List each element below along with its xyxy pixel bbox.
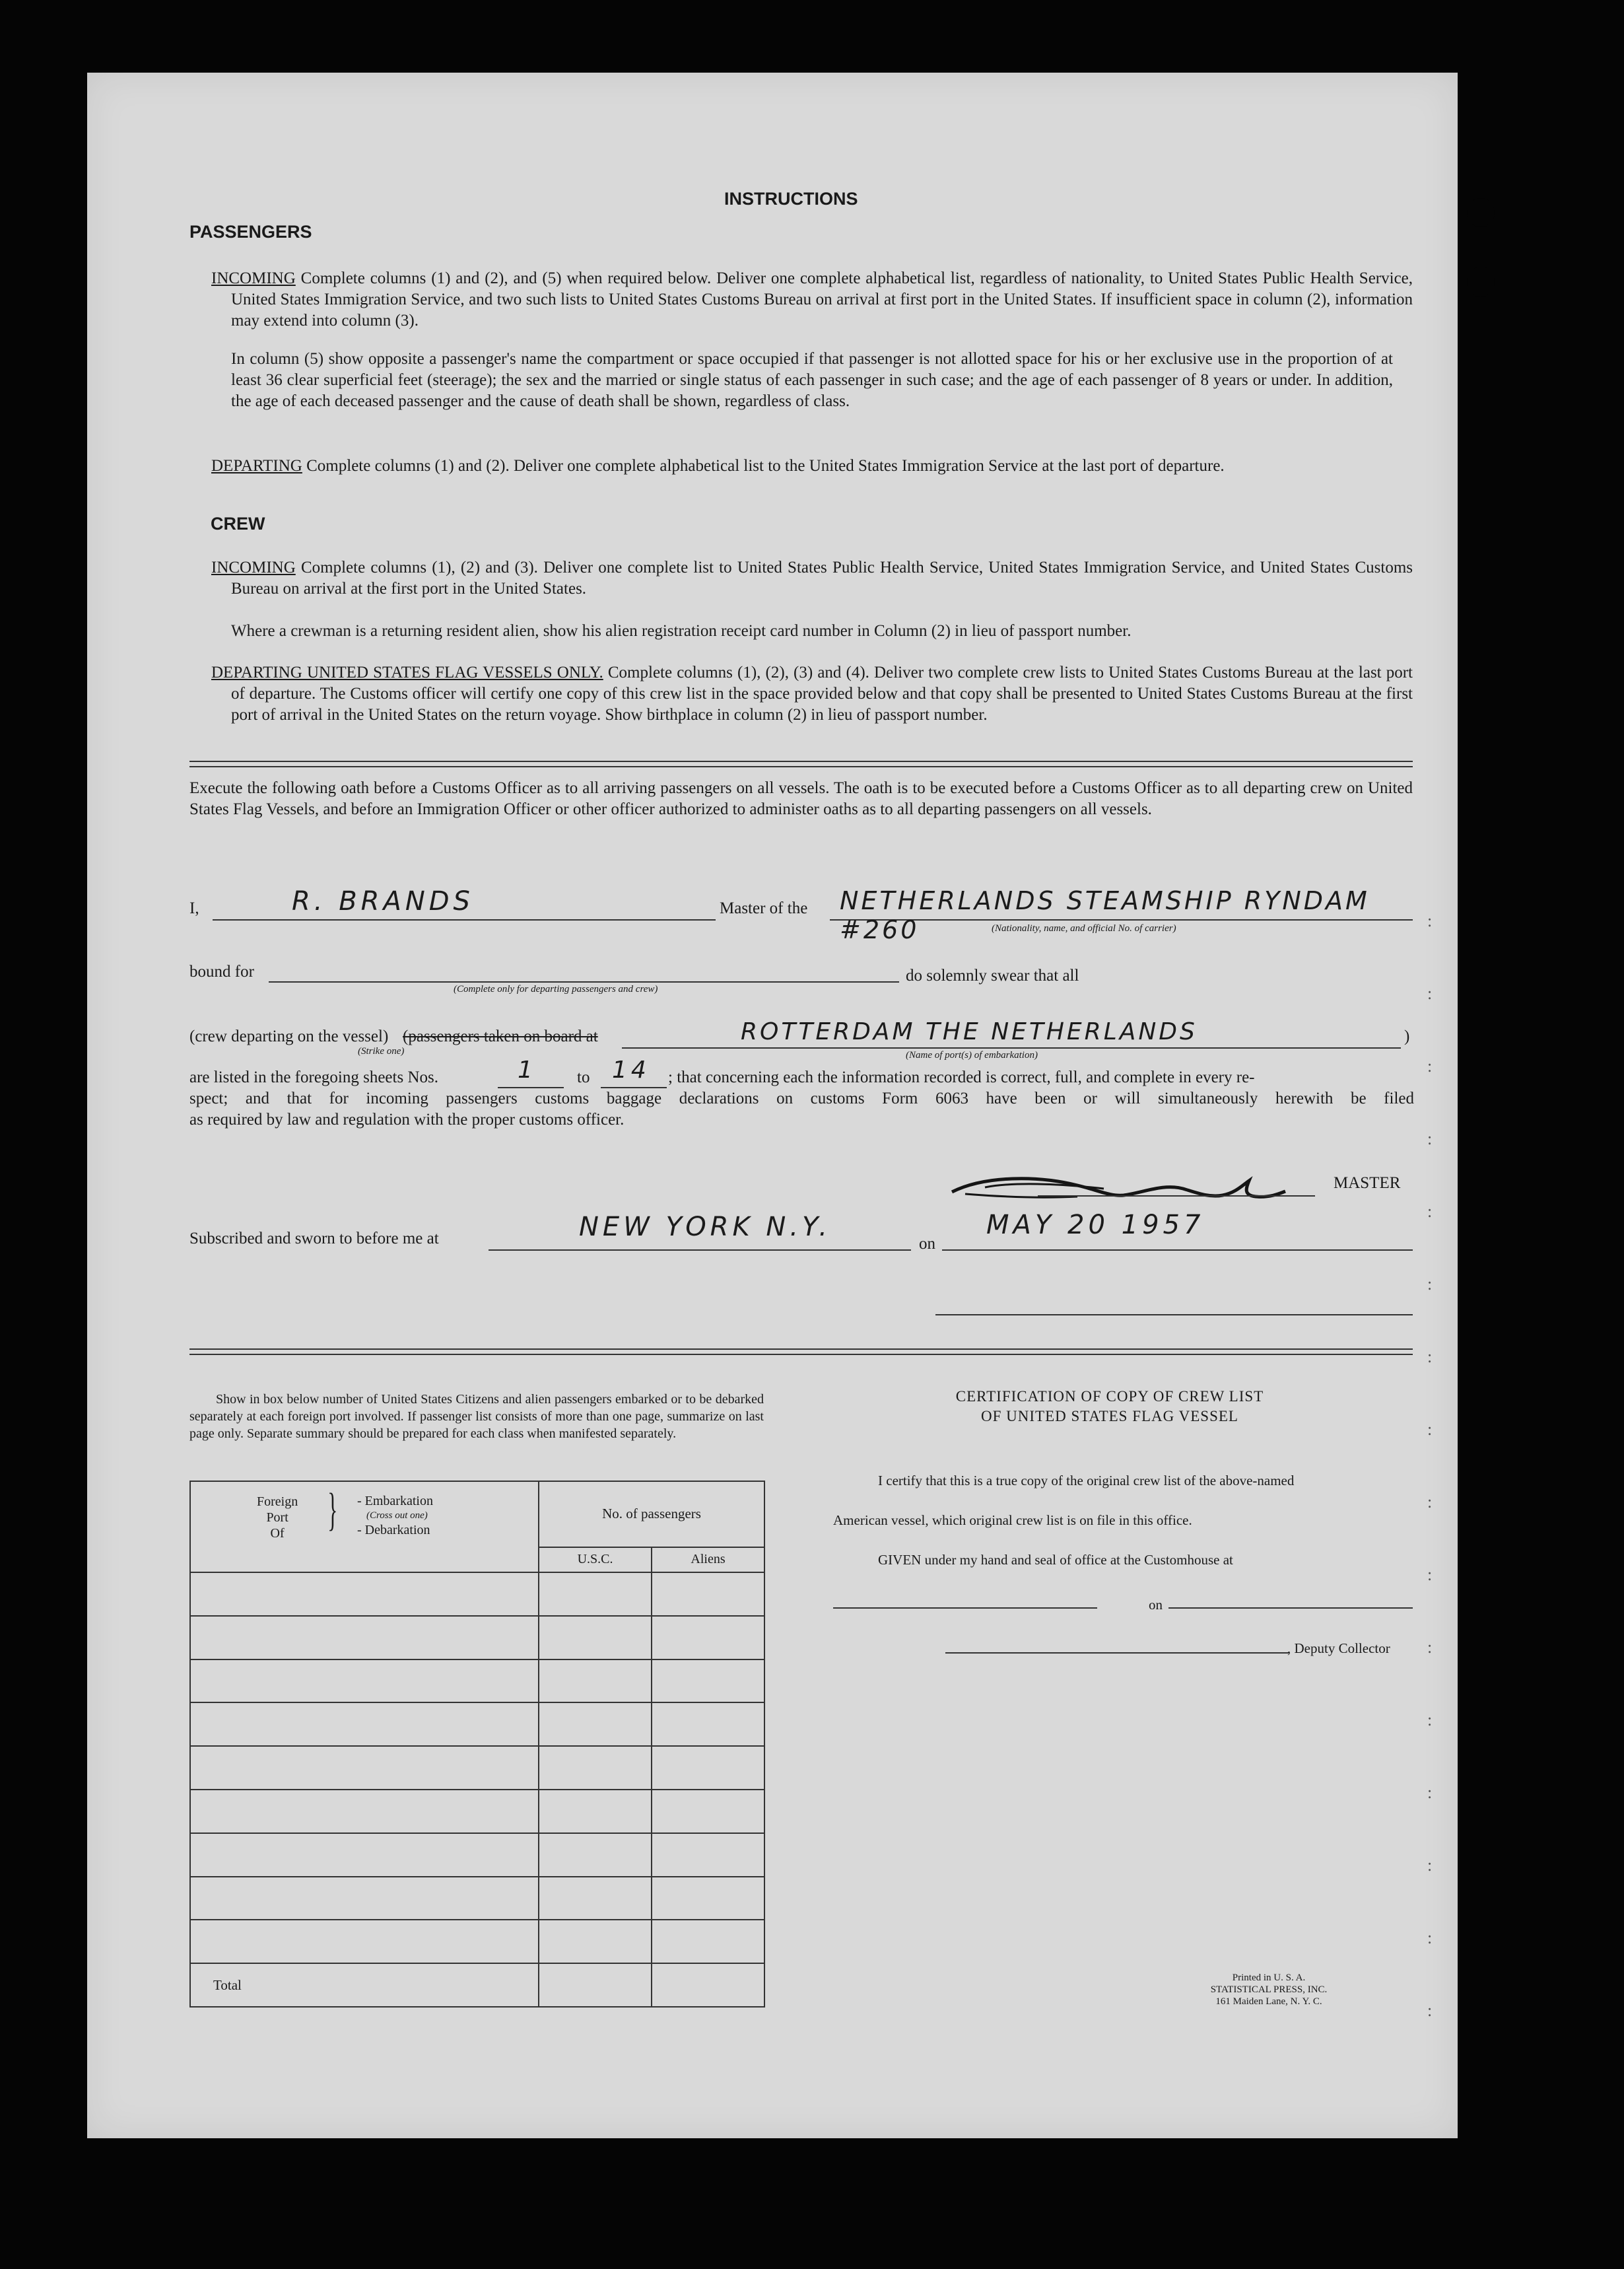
embarkation-option: - Embarkation (357, 1494, 433, 1508)
aliens-cell[interactable] (652, 1572, 764, 1616)
table-row (190, 1659, 764, 1703)
sheet-to-line (601, 1087, 667, 1088)
document-page (87, 73, 1458, 2138)
usc-cell[interactable] (539, 1572, 652, 1616)
aliens-cell[interactable] (652, 1702, 764, 1746)
summary-instructions: Show in box below number of United States Citizens and alien passengers embarked or to be debarked separately at each foreign port involved. If passenger list consists of more than one page, summarize on last page only. Separate summary should be prepared for each class when manifested separately. (189, 1392, 764, 1441)
official-signature-line (935, 1314, 1413, 1315)
crew-departing-option: (crew departing on the vessel) (189, 1028, 389, 1045)
sworn-label: Subscribed and sworn to before me at (189, 1230, 439, 1247)
usc-header: U.S.C. (539, 1547, 652, 1572)
aliens-cell[interactable] (652, 1746, 764, 1790)
section-divider (189, 1354, 1413, 1355)
usc-cell[interactable] (539, 1833, 652, 1877)
certification-on-label: on (1149, 1597, 1163, 1613)
vessel-caption: (Nationality, name, and official No. of carrier) (992, 923, 1176, 934)
usc-cell[interactable] (539, 1659, 652, 1703)
master-of-label: Master of the (720, 899, 808, 917)
aliens-cell[interactable] (652, 1920, 764, 1963)
port-cell[interactable] (190, 1702, 539, 1746)
passengers-departing-label: DEPARTING (211, 457, 302, 475)
table-row (190, 1833, 764, 1877)
certification-text-1: I certify that this is a true copy of the original crew list of the above-named (878, 1473, 1295, 1488)
table-row (190, 1920, 764, 1963)
sheet-to-handwritten: 14 (612, 1057, 650, 1084)
master-label: MASTER (1334, 1174, 1401, 1192)
printer-imprint (1196, 1972, 1341, 2007)
passengers-heading: PASSENGERS (189, 222, 312, 242)
certification-title (807, 1387, 1413, 1426)
debarkation-option: - Debarkation (357, 1523, 430, 1537)
bound-caption: (Complete only for departing passengers and crew) (454, 984, 658, 995)
sworn-on-label: on (919, 1235, 935, 1253)
passenger-summary-table (189, 1481, 765, 2007)
port-cell[interactable] (190, 1920, 539, 1963)
strike-caption: (Strike one) (358, 1046, 405, 1057)
passengers-count-header: No. of passengers (539, 1481, 764, 1547)
passengers-departing-paragraph (211, 456, 1413, 477)
of-label: Of (270, 1526, 285, 1541)
sheets-text-1: ; that concerning each the information recorded is correct, full, and complete in every re- (668, 1068, 1255, 1086)
usc-cell[interactable] (539, 1790, 652, 1833)
aliens-cell[interactable] (652, 1877, 764, 1920)
crew-resident-paragraph: Where a crewman is a returning resident alien, show his alien registration receipt card number in Column (2) in lieu of passport number. (231, 622, 1132, 640)
section-divider (189, 1348, 1413, 1350)
port-cell[interactable] (190, 1790, 539, 1833)
to-label: to (577, 1068, 590, 1086)
total-row (190, 1963, 764, 2007)
crew-departing-paragraph (211, 662, 1413, 726)
section-divider (189, 766, 1413, 767)
port-label: Port (266, 1510, 288, 1525)
table-row (190, 1877, 764, 1920)
total-label: Total (190, 1963, 539, 2007)
passengers-column5-paragraph: In column (5) show opposite a passenger's name the compartment or space occupied if that passenger is not allotted space for his or her exclusive use in the proportion of at least 36 clear superficial feet (steerage); the sex and the married or single status of each passenger in such case; and the age of each passenger of 8 years or under. In addition, the age of each deceased passenger and the cause of death shall be shown, regardless of class. (231, 350, 1393, 410)
punch-hole (1467, 198, 1495, 227)
bleed-through-marks: : : : : : : : : : : : : : : : : (1427, 911, 1433, 2020)
table-row (190, 1616, 764, 1659)
instructions-heading: INSTRUCTIONS (724, 189, 858, 209)
deputy-signature-line[interactable] (945, 1652, 1289, 1654)
passengers-incoming-paragraph (211, 268, 1413, 332)
swear-label: do solemnly swear that all (906, 967, 1079, 985)
passengers-struck-option: (passengers taken on board at (403, 1028, 598, 1045)
port-handwritten: ROTTERDAM THE NETHERLANDS (741, 1018, 1198, 1045)
sworn-place-handwritten: NEW YORK N.Y. (579, 1212, 832, 1242)
aliens-cell[interactable] (652, 1833, 764, 1877)
certification-title-line2: OF UNITED STATES FLAG VESSEL (981, 1408, 1238, 1424)
sheet-from-handwritten: 1 (518, 1057, 537, 1084)
passengers-departing-text: Complete columns (1) and (2). Deliver one complete alphabetical list to the United States Immigration Service at the last port of departure. (306, 457, 1225, 475)
usc-cell[interactable] (539, 1616, 652, 1659)
close-paren: ) (1404, 1028, 1410, 1045)
customhouse-line[interactable] (833, 1607, 1097, 1609)
crew-incoming-label: INCOMING (211, 559, 296, 576)
punch-hole (1467, 267, 1495, 297)
aliens-cell[interactable] (652, 1616, 764, 1659)
port-cell[interactable] (190, 1833, 539, 1877)
port-line (622, 1047, 1401, 1049)
crew-departing-label: DEPARTING UNITED STATES FLAG VESSELS ONLY. (211, 664, 603, 681)
passengers-incoming-text: Complete columns (1) and (2), and (5) when required below. Deliver one complete alphabetical list, regardless of nationality, to United States Public Health Service, United States Immigration Service, and two such lists to United States Customs Bureau on arrival at first port in the United States. If insufficient space in column (2), information may extend into column (3). (231, 269, 1413, 330)
aliens-cell[interactable] (652, 1790, 764, 1833)
port-cell[interactable] (190, 1746, 539, 1790)
printer-line1: Printed in U. S. A. (1232, 1972, 1306, 1983)
table-header-row (190, 1481, 764, 1547)
section-divider (189, 761, 1413, 762)
crew-incoming-text: Complete columns (1), (2) and (3). Deliver one complete list to United States Public Health Service, United States Immigration Service, and United States Customs Bureau on arrival at the first port in the United States. (231, 559, 1413, 598)
sheets-text-2: spect; and that for incoming passengers customs baggage declarations on customs Form 6063 have been or will simultaneously herewith be filed (189, 1090, 1414, 1107)
crew-incoming-paragraph (211, 557, 1413, 600)
table-row (190, 1572, 764, 1616)
sheets-label: are listed in the foregoing sheets Nos. (189, 1068, 438, 1086)
deputy-collector-label: , Deputy Collector (1287, 1640, 1390, 1656)
usc-cell[interactable] (539, 1702, 652, 1746)
port-cell[interactable] (190, 1572, 539, 1616)
port-cell[interactable] (190, 1877, 539, 1920)
port-cell[interactable] (190, 1659, 539, 1703)
certification-text-3: GIVEN under my hand and seal of office at the Customhouse at (878, 1552, 1233, 1568)
master-name-line (213, 919, 716, 921)
aliens-header: Aliens (652, 1547, 764, 1572)
foreign-port-header (190, 1481, 539, 1572)
cross-out-caption: (Cross out one) (366, 1510, 428, 1521)
master-signature-line (1038, 1195, 1315, 1197)
printer-line3: 161 Maiden Lane, N. Y. C. (1215, 1996, 1322, 2007)
sheets-text-3: as required by law and regulation with the proper customs officer. (189, 1111, 625, 1129)
aliens-cell[interactable] (652, 1659, 764, 1703)
usc-cell[interactable] (539, 1746, 652, 1790)
sworn-place-line (489, 1249, 911, 1251)
certification-text-2: American vessel, which original crew list is on file in this office. (833, 1512, 1192, 1528)
oath-intro: Execute the following oath before a Customs Officer as to all arriving passengers on all vessels. The oath is to be executed before a Customs Officer as to all departing crew on United States Flag Vessels, and before an Immigration Officer or other officer authorized to administer oaths as to all departing passengers on all vessels. (189, 779, 1413, 818)
printer-line2: STATISTICAL PRESS, INC. (1210, 1984, 1328, 1995)
table-row (190, 1790, 764, 1833)
usc-cell[interactable] (539, 1877, 652, 1920)
foreign-label: Foreign (257, 1494, 298, 1509)
sheet-from-line (498, 1087, 564, 1088)
passengers-incoming-label: INCOMING (211, 269, 296, 287)
crew-heading: CREW (211, 514, 265, 534)
brace-icon: } (327, 1484, 338, 1535)
vessel-handwritten: NETHERLANDS STEAMSHIP RYNDAM #260 (840, 886, 1370, 944)
table-row (190, 1702, 764, 1746)
usc-cell[interactable] (539, 1920, 652, 1963)
port-caption: (Name of port(s) of embarkation) (906, 1050, 1038, 1061)
port-cell[interactable] (190, 1616, 539, 1659)
certification-title-line1: CERTIFICATION OF COPY OF CREW LIST (955, 1388, 1264, 1405)
crew-departing-text: Complete columns (1), (2), (3) and (4). Deliver two complete crew lists to United States Customs Bureau at the last port of departure. The Customs officer will certify one copy of this crew list in the space provided below and that copy shall be presented to United States Customs Bureau at the first port of arrival in the United States on the return voyage. Show birthplace in column (2) in lieu of passport number. (231, 664, 1413, 724)
bound-for-line (269, 981, 899, 983)
table-row (190, 1746, 764, 1790)
sworn-date-handwritten: MAY 20 1957 (986, 1210, 1205, 1240)
sworn-date-line (942, 1249, 1413, 1251)
total-usc-cell[interactable] (539, 1963, 652, 2007)
master-name-handwritten: R. BRANDS (292, 886, 474, 917)
certification-date-line[interactable] (1168, 1607, 1413, 1609)
total-aliens-cell[interactable] (652, 1963, 764, 2007)
bound-for-label: bound for (189, 963, 254, 981)
oath-i-label: I, (189, 899, 199, 917)
